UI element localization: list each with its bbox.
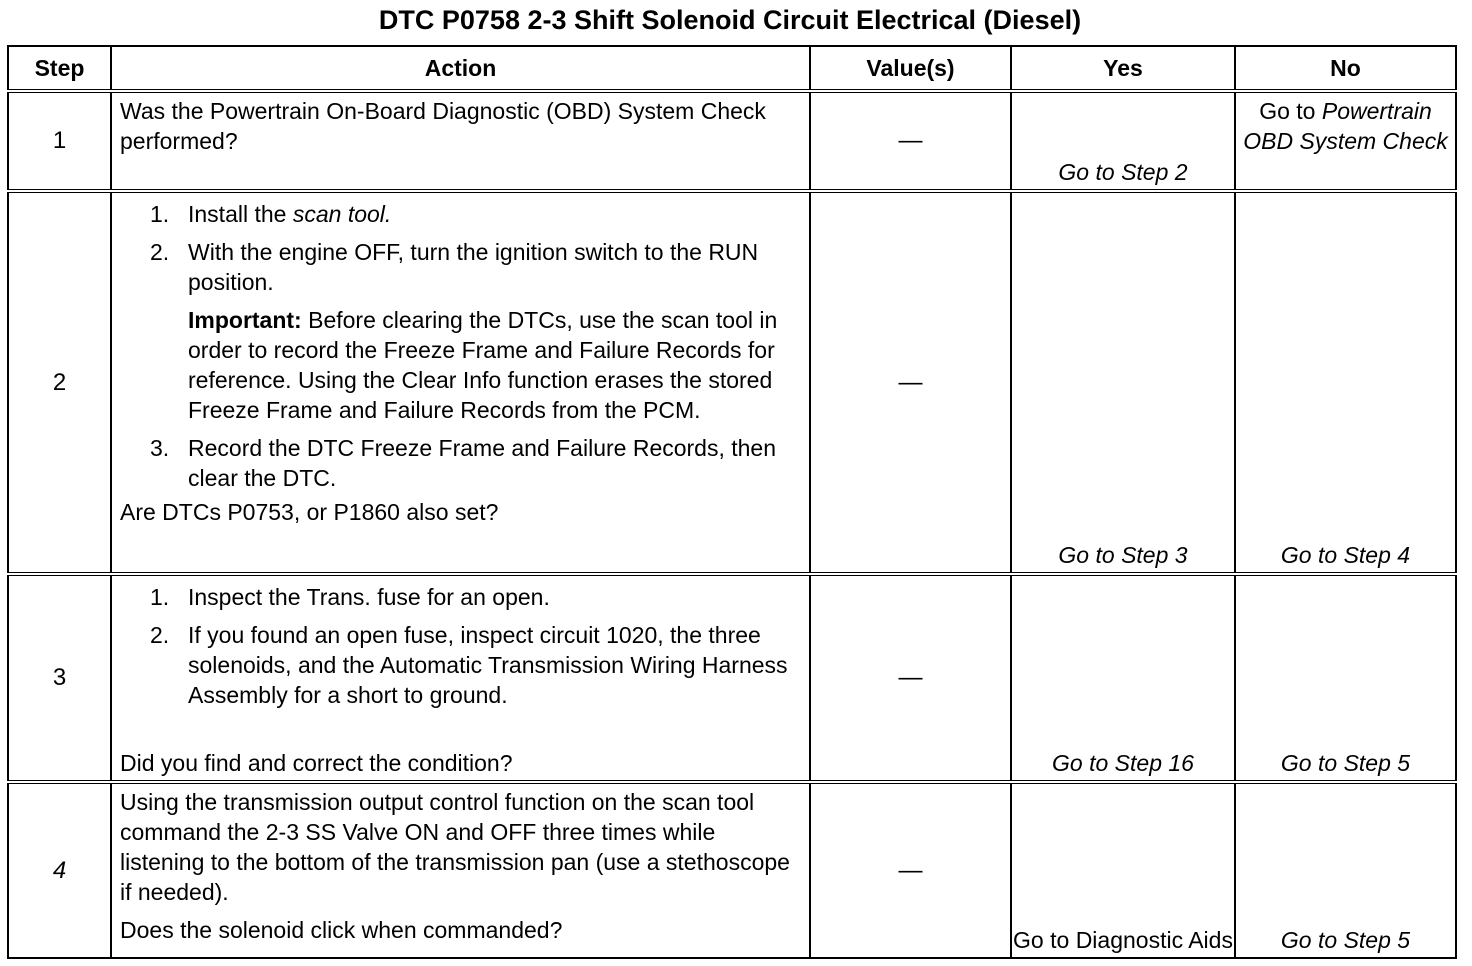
step-number: 4	[8, 782, 111, 958]
item-number: 1.	[150, 201, 170, 227]
item-number: 1.	[150, 584, 170, 610]
yes-link[interactable]: Go to Step 3	[1011, 191, 1235, 574]
no-prefix: Go to	[1259, 98, 1316, 124]
no-link[interactable]: Powertrain OBD System Check	[1243, 98, 1448, 154]
action-cell	[111, 782, 810, 958]
action-list	[120, 433, 805, 493]
step-number: 3	[8, 574, 111, 782]
diagnostic-table	[7, 45, 1457, 959]
list-item	[120, 582, 805, 612]
header-step: Step	[8, 46, 111, 91]
important-label: Important:	[188, 307, 302, 333]
action-question: Are DTCs P0753, or P1860 also set?	[120, 499, 499, 525]
header-values: Value(s)	[810, 46, 1011, 91]
value-cell: —	[810, 91, 1011, 191]
table-row	[8, 782, 1456, 958]
step-number: 2	[8, 191, 111, 574]
list-item	[120, 199, 805, 229]
item-number: 2.	[150, 622, 170, 648]
no-link[interactable]: Go to Step 5	[1235, 782, 1456, 958]
action-text: Was the Powertrain On-Board Diagnostic (OBD) System Check performed?	[120, 98, 766, 154]
yes-link[interactable]: Go to Step 16	[1011, 574, 1235, 782]
table-row	[8, 191, 1456, 574]
no-cell[interactable]	[1235, 91, 1456, 191]
item-number: 3.	[150, 435, 170, 461]
step-number: 1	[8, 91, 111, 191]
no-link[interactable]: Go to Step 4	[1235, 191, 1456, 574]
action-question: Does the solenoid click when commanded?	[120, 917, 563, 943]
value-cell: —	[810, 782, 1011, 958]
item-text: Install the	[188, 201, 287, 227]
table-row	[8, 91, 1456, 191]
item-text: Inspect the Trans. fuse for an open.	[188, 584, 550, 610]
action-cell	[111, 91, 810, 191]
action-list	[120, 199, 805, 297]
action-question: Did you find and correct the condition?	[120, 750, 513, 776]
item-text: Record the DTC Freeze Frame and Failure Records, then clear the DTC.	[188, 435, 777, 491]
yes-link[interactable]: Go to Diagnostic Aids	[1011, 782, 1235, 958]
no-link[interactable]: Go to Step 5	[1235, 574, 1456, 782]
item-number: 2.	[150, 239, 170, 265]
list-item	[120, 620, 805, 710]
spacer	[120, 718, 805, 748]
value-cell: —	[810, 574, 1011, 782]
list-item	[120, 237, 805, 297]
header-row	[8, 46, 1456, 91]
header-action: Action	[111, 46, 810, 91]
action-list	[120, 582, 805, 710]
value-cell: —	[810, 191, 1011, 574]
item-text: With the engine OFF, turn the ignition switch to the RUN position.	[188, 239, 759, 295]
header-no: No	[1235, 46, 1456, 91]
document-title: DTC P0758 2-3 Shift Solenoid Circuit Electrical (Diesel)	[378, 5, 1082, 35]
action-text: Using the transmission output control function on the scan tool command the 2-3 SS Valve ON and OFF three times while listening to the bottom of the transmission pan (use a stethoscope if needed).	[120, 789, 790, 905]
action-cell	[111, 574, 810, 782]
item-text: If you found an open fuse, inspect circuit 1020, the three solenoids, and the Automatic Transmission Wiring Harness Assembly for a short to ground.	[188, 622, 788, 708]
important-text: Before clearing the DTCs, use the scan tool in order to record the Freeze Frame and Failure Records for reference. Using the Clear Info function erases the stored Freeze Frame and Failure Records from the PCM.	[188, 307, 778, 423]
table-row	[8, 574, 1456, 782]
header-yes: Yes	[1011, 46, 1235, 91]
item-italic: scan tool.	[292, 201, 392, 227]
action-cell	[111, 191, 810, 574]
important-note	[120, 305, 805, 425]
list-item	[120, 433, 805, 493]
yes-link[interactable]: Go to Step 2	[1011, 91, 1235, 191]
